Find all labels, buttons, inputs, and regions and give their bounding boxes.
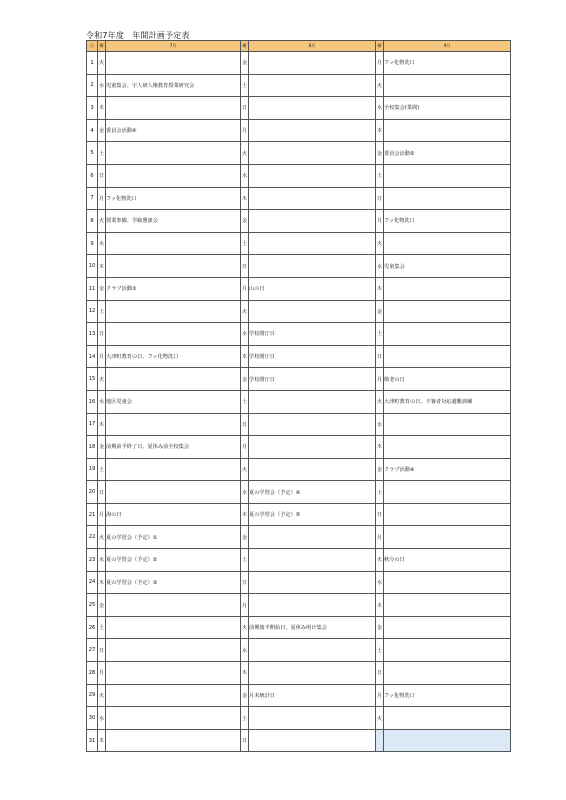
day-number: 16: [87, 390, 98, 413]
event-august: [249, 549, 376, 572]
day-number: 1: [87, 52, 98, 75]
event-july: [106, 594, 241, 617]
weekday-july: 月: [98, 345, 106, 368]
event-september: 全校集会(業間): [384, 97, 511, 120]
event-august: [249, 390, 376, 413]
event-september: [384, 323, 511, 346]
day-number: 21: [87, 503, 98, 526]
weekday-july: 日: [98, 639, 106, 662]
day-number: 6: [87, 164, 98, 187]
weekday-july: 土: [98, 300, 106, 323]
weekday-july: 金: [98, 594, 106, 617]
event-july: [106, 707, 241, 730]
day-number: 23: [87, 549, 98, 572]
event-september: [384, 345, 511, 368]
event-august: [249, 119, 376, 142]
day-number: 31: [87, 729, 98, 752]
table-row: [87, 413, 511, 436]
weekday-july: 日: [98, 323, 106, 346]
event-july: 委員会活動④: [106, 119, 241, 142]
day-number: 2: [87, 74, 98, 97]
day-number: 17: [87, 413, 98, 436]
weekday-august: 火: [241, 616, 249, 639]
weekday-july: 火: [98, 52, 106, 75]
event-august: 夏の学習会（予定）④: [249, 481, 376, 504]
event-september: [384, 707, 511, 730]
day-number: 29: [87, 684, 98, 707]
day-number: 12: [87, 300, 98, 323]
weekday-august: 木: [241, 187, 249, 210]
weekday-september: 木: [376, 436, 384, 459]
event-september: [384, 300, 511, 323]
table-row: [87, 164, 511, 187]
table-row: [87, 526, 511, 549]
table-row: [87, 345, 511, 368]
day-number: 13: [87, 323, 98, 346]
event-august: 前期後半開始日、夏休み明け集会: [249, 616, 376, 639]
header-month-july: 7月: [106, 41, 241, 52]
weekday-july: 日: [98, 164, 106, 187]
day-number: 10: [87, 255, 98, 278]
weekday-september: 水: [376, 413, 384, 436]
header-weekday: 曜: [376, 41, 384, 52]
event-august: [249, 594, 376, 617]
weekday-august: 月: [241, 594, 249, 617]
weekday-september: 月: [376, 210, 384, 233]
event-july: [106, 52, 241, 75]
event-july: 夏の学習会（予定）①: [106, 526, 241, 549]
event-july: [106, 164, 241, 187]
day-number: 7: [87, 187, 98, 210]
weekday-september: 月: [376, 368, 384, 391]
weekday-august: 月: [241, 277, 249, 300]
table-row: [87, 390, 511, 413]
weekday-august: 木: [241, 503, 249, 526]
event-august: [249, 255, 376, 278]
weekday-july: 月: [98, 662, 106, 685]
event-july: 前期前半終了日、夏休み前全校集会: [106, 436, 241, 459]
header-day: 日: [87, 41, 98, 52]
weekday-august: 火: [241, 458, 249, 481]
event-august: [249, 662, 376, 685]
weekday-september: 土: [376, 323, 384, 346]
weekday-september: 金: [376, 300, 384, 323]
table-row: [87, 616, 511, 639]
event-september: [384, 119, 511, 142]
header-weekday: 曜: [98, 41, 106, 52]
weekday-july: 水: [98, 74, 106, 97]
event-july: フッ化物洗口: [106, 187, 241, 210]
weekday-august: 土: [241, 549, 249, 572]
event-august: [249, 300, 376, 323]
day-number: 4: [87, 119, 98, 142]
weekday-july: 土: [98, 616, 106, 639]
event-august: 学校閉庁日: [249, 345, 376, 368]
day-number: 15: [87, 368, 98, 391]
event-july: 夏の学習会（予定）③: [106, 571, 241, 594]
event-july: [106, 323, 241, 346]
event-july: クラブ活動③: [106, 277, 241, 300]
weekday-august: 日: [241, 97, 249, 120]
weekday-september: 土: [376, 481, 384, 504]
event-august: [249, 232, 376, 255]
table-row: [87, 97, 511, 120]
event-september: [384, 232, 511, 255]
weekday-july: 土: [98, 142, 106, 165]
weekday-july: 土: [98, 458, 106, 481]
weekday-august: 日: [241, 255, 249, 278]
day-number: 19: [87, 458, 98, 481]
event-july: [106, 616, 241, 639]
weekday-august: 日: [241, 413, 249, 436]
event-august: [249, 74, 376, 97]
weekday-august: 水: [241, 639, 249, 662]
weekday-august: 火: [241, 142, 249, 165]
event-september: 児童集会: [384, 255, 511, 278]
event-september: 秋分の日: [384, 549, 511, 572]
event-september: フッ化物洗口: [384, 52, 511, 75]
weekday-july: 水: [98, 390, 106, 413]
event-september: [384, 164, 511, 187]
weekday-september: 金: [376, 142, 384, 165]
event-september: 委員会活動⑤: [384, 142, 511, 165]
event-september: [384, 187, 511, 210]
table-row: [87, 684, 511, 707]
weekday-july: 木: [98, 255, 106, 278]
weekday-august: 金: [241, 210, 249, 233]
weekday-july: 金: [98, 277, 106, 300]
day-number: 8: [87, 210, 98, 233]
event-july: [106, 232, 241, 255]
weekday-september: 日: [376, 345, 384, 368]
table-row: [87, 119, 511, 142]
day-number: 28: [87, 662, 98, 685]
event-july: [106, 481, 241, 504]
event-august: [249, 210, 376, 233]
weekday-august: 水: [241, 323, 249, 346]
weekday-july: 木: [98, 729, 106, 752]
weekday-september: 月: [376, 684, 384, 707]
day-number: 20: [87, 481, 98, 504]
table-row: [87, 639, 511, 662]
event-september: [384, 277, 511, 300]
table-row: [87, 277, 511, 300]
table-row: [87, 662, 511, 685]
weekday-july: 火: [98, 684, 106, 707]
weekday-august: 土: [241, 232, 249, 255]
event-september: [384, 74, 511, 97]
weekday-august: 金: [241, 368, 249, 391]
event-september: フッ化物洗口: [384, 684, 511, 707]
weekday-july: 水: [98, 707, 106, 730]
event-august: [249, 187, 376, 210]
weekday-august: 金: [241, 52, 249, 75]
weekday-july: 木: [98, 97, 106, 120]
event-july: 授業参観、学級懇談会: [106, 210, 241, 233]
event-july: [106, 300, 241, 323]
weekday-september: 日: [376, 503, 384, 526]
event-september: [384, 526, 511, 549]
weekday-july: 木: [98, 571, 106, 594]
event-july: [106, 97, 241, 120]
weekday-august: 月: [241, 436, 249, 459]
event-july: [106, 413, 241, 436]
event-september: [384, 594, 511, 617]
day-number: 14: [87, 345, 98, 368]
event-august: [249, 526, 376, 549]
weekday-september: 火: [376, 74, 384, 97]
weekday-august: 木: [241, 662, 249, 685]
schedule-table: [86, 40, 511, 752]
weekday-july: 火: [98, 210, 106, 233]
table-row: [87, 52, 511, 75]
day-number: 11: [87, 277, 98, 300]
event-august: [249, 97, 376, 120]
weekday-september: 水: [376, 97, 384, 120]
event-july: [106, 729, 241, 752]
weekday-september: 火: [376, 707, 384, 730]
day-number: 25: [87, 594, 98, 617]
event-august: [249, 458, 376, 481]
event-august: 月末統計日: [249, 684, 376, 707]
table-row: [87, 368, 511, 391]
weekday-august: 日: [241, 571, 249, 594]
event-august: [249, 639, 376, 662]
event-august: [249, 142, 376, 165]
weekday-july: 金: [98, 119, 106, 142]
day-number: 22: [87, 526, 98, 549]
event-august: [249, 707, 376, 730]
weekday-august: 金: [241, 526, 249, 549]
table-row: [87, 74, 511, 97]
table-row: [87, 549, 511, 572]
weekday-august: 木: [241, 345, 249, 368]
event-september: [384, 481, 511, 504]
weekday-july: 木: [98, 413, 106, 436]
event-july: [106, 639, 241, 662]
weekday-july: 火: [98, 368, 106, 391]
event-july: 夏の学習会（予定）②: [106, 549, 241, 572]
weekday-august: 土: [241, 707, 249, 730]
weekday-september: 火: [376, 549, 384, 572]
weekday-september: 日: [376, 662, 384, 685]
event-september: [384, 571, 511, 594]
header-month-september: 9月: [384, 41, 511, 52]
event-july: 海の日: [106, 503, 241, 526]
event-july: [106, 368, 241, 391]
event-july: [106, 458, 241, 481]
table-row: [87, 707, 511, 730]
event-july: [106, 142, 241, 165]
event-july: 児童集会、宇人研人権教育授業研究会: [106, 74, 241, 97]
weekday-september: 金: [376, 458, 384, 481]
weekday-september: 木: [376, 119, 384, 142]
event-september: 大津町教育の日、不審者対応避難訓練: [384, 390, 511, 413]
day-number: 18: [87, 436, 98, 459]
table-row: [87, 300, 511, 323]
weekday-august: 火: [241, 300, 249, 323]
table-row: [87, 571, 511, 594]
weekday-september: 月: [376, 52, 384, 75]
event-august: 夏の学習会（予定）⑤: [249, 503, 376, 526]
weekday-august: 水: [241, 164, 249, 187]
weekday-july: 火: [98, 526, 106, 549]
weekday-september: 日: [376, 187, 384, 210]
weekday-september: 火: [376, 390, 384, 413]
event-september: クラブ活動④: [384, 458, 511, 481]
event-august: [249, 571, 376, 594]
event-august: [249, 436, 376, 459]
table-row: [87, 142, 511, 165]
event-july: [106, 662, 241, 685]
header-month-august: 8月: [249, 41, 376, 52]
day-number: 5: [87, 142, 98, 165]
day-number: 30: [87, 707, 98, 730]
day-number: 27: [87, 639, 98, 662]
day-number: 26: [87, 616, 98, 639]
event-july: [106, 684, 241, 707]
weekday-september: 月: [376, 526, 384, 549]
weekday-september: 木: [376, 594, 384, 617]
event-september: [384, 639, 511, 662]
weekday-september: 土: [376, 639, 384, 662]
event-september: 敬老の日: [384, 368, 511, 391]
event-august: [249, 729, 376, 752]
weekday-july: 月: [98, 187, 106, 210]
day-number: 3: [87, 97, 98, 120]
table-row: [87, 503, 511, 526]
weekday-july: 金: [98, 436, 106, 459]
document-title: 令和7年度 年間計画予定表: [86, 31, 190, 40]
event-july: 大津町教育の日、フッ化物洗口: [106, 345, 241, 368]
weekday-september: 木: [376, 277, 384, 300]
day-number: 24: [87, 571, 98, 594]
weekday-august: 水: [241, 481, 249, 504]
weekday-august: 土: [241, 74, 249, 97]
header-row: [87, 41, 511, 52]
event-september: フッ化物洗口: [384, 210, 511, 233]
table-row: [87, 458, 511, 481]
weekday-july: 水: [98, 232, 106, 255]
table-row: [87, 481, 511, 504]
event-september: [384, 729, 511, 752]
weekday-september: 土: [376, 164, 384, 187]
table-row: [87, 729, 511, 752]
weekday-september: 火: [376, 232, 384, 255]
event-august: 学校閉庁日: [249, 368, 376, 391]
event-august: 学校閉庁日: [249, 323, 376, 346]
event-september: [384, 503, 511, 526]
weekday-august: 月: [241, 119, 249, 142]
weekday-september: 水: [376, 571, 384, 594]
weekday-september: [376, 729, 384, 752]
weekday-august: 日: [241, 729, 249, 752]
table-row: [87, 594, 511, 617]
table-row: [87, 210, 511, 233]
header-weekday: 曜: [241, 41, 249, 52]
event-september: [384, 413, 511, 436]
weekday-july: 月: [98, 503, 106, 526]
weekday-july: 日: [98, 481, 106, 504]
table-row: [87, 232, 511, 255]
table-row: [87, 255, 511, 278]
event-july: 地区児童会: [106, 390, 241, 413]
table-row: [87, 436, 511, 459]
event-august: [249, 164, 376, 187]
weekday-august: 金: [241, 684, 249, 707]
event-august: 山の日: [249, 277, 376, 300]
table-row: [87, 323, 511, 346]
table-row: [87, 187, 511, 210]
event-september: [384, 436, 511, 459]
weekday-september: 金: [376, 616, 384, 639]
weekday-september: 水: [376, 255, 384, 278]
event-september: [384, 662, 511, 685]
weekday-august: 土: [241, 390, 249, 413]
weekday-july: 水: [98, 549, 106, 572]
event-august: [249, 52, 376, 75]
day-number: 9: [87, 232, 98, 255]
event-september: [384, 616, 511, 639]
event-august: [249, 413, 376, 436]
event-july: [106, 255, 241, 278]
